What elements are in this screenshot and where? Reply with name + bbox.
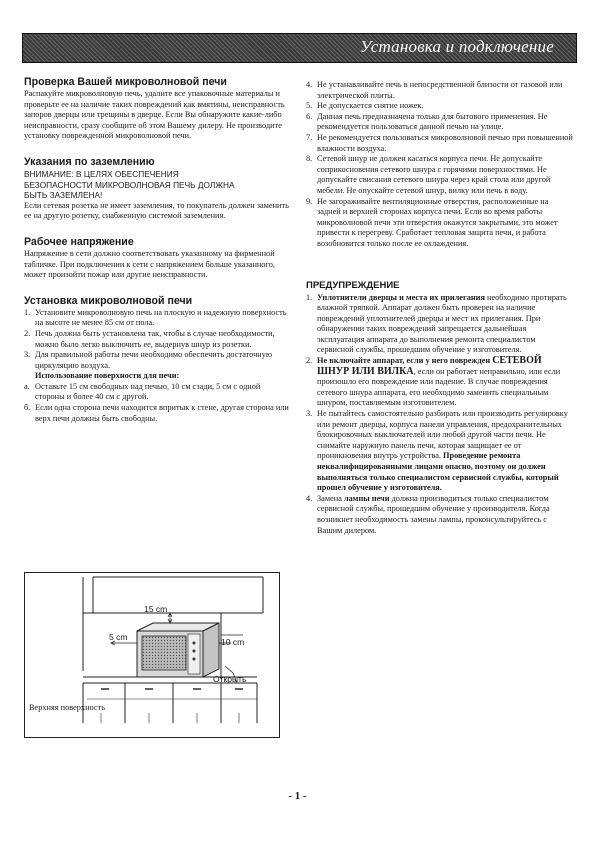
right-column [306, 80, 574, 536]
list-item: 4. Замена лампы печи должна производиться только специалистом сервисной службы, прошедшим обучение у производителя. Когда возникнет необходимость замены лампы, проконсультируйтесь с Вашим дилером. [306, 493, 550, 535]
heading-voltage: Рабочее напряжение [24, 235, 134, 248]
heading-check: Проверка Вашей микроволновой печи [24, 76, 227, 88]
grounding-warning [24, 169, 292, 201]
section-install [24, 295, 292, 425]
left-column [24, 76, 292, 438]
section-check [24, 76, 292, 142]
list-item: 3. Для правильной работы печи необходимо обеспечить достаточную циркуляцию воздуха. [24, 350, 273, 370]
text-voltage: Напряжение в сети должно соответствовать указанному на фирменной табличке. При подключении к сети с напряжением больше указанного, может произойти пожар или другие неисправности. [24, 248, 275, 280]
installation-illustration [25, 573, 279, 737]
grounding-warning-line: ВНИМАНИЕ: В ЦЕЛЯХ ОБЕСПЕЧЕНИЯ [24, 168, 179, 179]
surfaces-heading: Использование поверхности для печи: [35, 371, 180, 381]
installation-figure [24, 572, 280, 738]
surface-label: Верхняя поверхность [29, 703, 105, 712]
text-grounding: Если сетевая розетка не имеет заземления, то покупатель должен заменить ее на другую розетку, снабженную системой заземления. [24, 200, 289, 221]
open-label: Открыть [213, 674, 247, 684]
section-caution [306, 280, 574, 537]
clearance-top-label: 15 cm [144, 604, 168, 614]
list-item: 9. Не загораживайте вентиляционные отверстия, расположенные на задней и верхней сторонах корпуса печи. Если во время работы микроволновой печи эти отверстия окажутся закрытыми, это может привести к перегреву. Сработает тепловая защита печи, и работа возобновится только после ее охлаждения. [306, 196, 558, 248]
surface-list [24, 382, 292, 424]
install-list-continued [306, 80, 574, 250]
page-number: - 1 - [288, 790, 307, 802]
clearance-left-label: 5 cm [109, 632, 128, 642]
list-item: 5. Не допускается снятие ножек. [306, 101, 424, 111]
page-title: Установка и подключение [359, 37, 554, 56]
list-item: 2. Печь должна быть установлена так, чтобы в случае необходимости, можно было легко выключить ее, выдернув шнур из розетки. [24, 328, 275, 349]
caution-list [306, 293, 574, 537]
list-item: 4. Не устанавливайте печь в непосредственной близости от газовой или электрической плиты. [306, 80, 563, 100]
grounding-warning-line: БЫТЬ ЗАЗЕМЛЕНА! [24, 190, 103, 201]
grounding-warning-line: БЕЗОПАСНОСТИ МИКРОВОЛНОВАЯ ПЕЧЬ ДОЛЖНА [24, 179, 235, 190]
list-item: 6. Данная печь предназначена только для бытового применения. Не рекомендуется пользоваться данной печью на улице. [306, 111, 548, 132]
heading-install: Установка микроволновой печи [24, 294, 193, 307]
heading-caution: ПРЕДУПРЕЖДЕНИЕ [306, 279, 400, 291]
list-item: а. Оставьте 15 см свободных над печью, 10 см сзади, 5 см с одной стороны и более 40 см с другой. [24, 381, 261, 402]
list-item: 1. Установите микроволновую печь на плоскую и надежную поверхность на высоте не менее 85 см от пола. [24, 307, 287, 328]
text-check: Распакуйте микроволновую печь, удалите все упаковочные материалы и проверьте ее на наличие таких повреждений как вмятины, неисправность запоров дверцы или трещины в дверце. Если Вы обнаружите какие-либо неисправности, сразу сообщите об этом Вашему дилеру. Не производите установку поврежденной микроволновой печи. [24, 89, 285, 141]
list-item: 2. Не включайте аппарат, если у него поврежден СЕТЕВОЙ ШНУР ИЛИ ВИЛКА, если он работает неправильно, или если произошло его повреждение или падение. В случае повреждения сетевого шнура аппарата, его необходимо заменить специальным шнуром, поставляемым изготовителем. [306, 355, 561, 408]
section-grounding [24, 156, 292, 222]
list-item: 7. Не рекомендуется пользоваться микроволновой печью при повышенной влажности воздуха. [306, 132, 573, 153]
clearance-right-label: 10 cm [221, 637, 245, 647]
list-item: б. Если одна сторона печи находится впритык к стене, другая сторона или верх печи должны быть свободны. [24, 403, 289, 423]
install-list [24, 308, 292, 372]
header-banner [22, 33, 577, 63]
list-item: 1. Уплотнители дверцы и места их прилегания необходимо протирать влажной тряпкой. Аппарат должен быть проверен на наличие повреждений уплотнителей дверцы и мест их прилегания. При обнаружении таких повреждений запрещается дальнейшая эксплуатация аппарата до выполнения ремонта специалистом сервисной службы, прошедшим обучение у изготовителя. [306, 292, 567, 355]
section-voltage [24, 236, 292, 281]
heading-grounding: Указания по заземлению [24, 155, 155, 168]
list-item: 8. Сетевой шнур не должен касаться корпуса печи. Не допускайте соприкосновения сетевого шнура с горячими поверхностями. Не допускайте свисания сетевого шнура через край стола или другой мебели. Не опускайте сетевой шнур, вилку или печь в воду. [306, 154, 551, 195]
list-item: 3. Не пытайтесь самостоятельно разбирать или производить регулировку или ремонт дверцы, корпуса панели управления, предохранительных блокировочных выключателей или любой другой части печи. Не снимайте наружную панель печи, которая защищает ее от проникновения внутрь устройства. Проведение ремонта неквалифицированными лицами опасно, поэтому он должен выполняться только специалистом сервисной службы, который прошел обучение у изготовителя. [306, 409, 568, 493]
